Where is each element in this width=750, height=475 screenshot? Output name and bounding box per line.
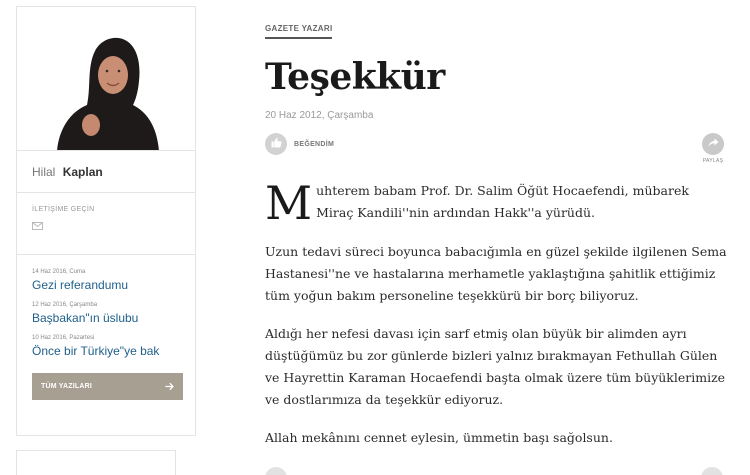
contact-label: İLETİŞİME GEÇİN bbox=[32, 206, 95, 213]
article-date: 12 Haz 2016, Çarşamba bbox=[32, 302, 98, 308]
like-row bbox=[265, 133, 334, 155]
mail-icon[interactable] bbox=[32, 222, 43, 230]
article-link[interactable]: Önce bir Türkiye"ye bak bbox=[32, 344, 160, 358]
share-label: PAYLAŞ bbox=[702, 158, 724, 164]
share-control bbox=[701, 133, 725, 164]
article-date: 10 Haz 2016, Pazartesi bbox=[32, 335, 95, 341]
paragraph: Uzun tedavi süreci boyunca babacığımla en güzel şekilde ilgilenen Sema Hastanesi''ne ve hastalarına merhametle yaklaştığına şahitlik ettiğimiz tüm yoğun bakım personeline teşekkürü bir borç biliyoruz. bbox=[265, 244, 727, 303]
paragraph: Aldığı her nefesi davası için sarf etmiş olan büyük bir alimden ayrı düştüğümüz bu zor günlerde bizleri yalnız bırakmayan Fethullah Gülen ve Hayrettin Karaman Hocaefendi başta olmak üzere tüm büyüklerimize ve dostlarımıza da teşekkür ediyoruz. bbox=[265, 326, 726, 407]
all-posts-button[interactable] bbox=[32, 373, 183, 400]
paragraph bbox=[265, 176, 727, 230]
share-button-bottom[interactable] bbox=[701, 467, 723, 475]
like-button-bottom[interactable] bbox=[265, 467, 287, 475]
category-label[interactable]: GAZETE YAZARI bbox=[265, 24, 332, 39]
author-photo[interactable] bbox=[17, 7, 195, 151]
list-item bbox=[32, 335, 180, 358]
all-posts-label: TÜM YAZILARI bbox=[41, 383, 93, 390]
dropcap: M bbox=[265, 176, 313, 230]
article-link[interactable]: Gezi referandumu bbox=[32, 278, 129, 292]
contact-section bbox=[17, 193, 195, 255]
arrow-right-icon bbox=[165, 382, 174, 391]
share-button[interactable] bbox=[702, 133, 724, 155]
like-button[interactable] bbox=[265, 133, 287, 155]
article-title: Teşekkür bbox=[265, 56, 445, 98]
author-portrait bbox=[17, 7, 195, 151]
recent-articles bbox=[17, 255, 195, 400]
paragraph-text: uhterem babam Prof. Dr. Salim Öğüt Hocaefendi, mübarek Miraç Kandili''nin ardından Hakk''a yürüdü. bbox=[316, 183, 689, 220]
paragraph: Allah mekânını cennet eylesin, ümmetin başı sağolsun. bbox=[265, 430, 613, 445]
list-item bbox=[32, 269, 180, 292]
article-link[interactable]: Başbakan"ın üslubu bbox=[32, 311, 139, 325]
author-last-name: Kaplan bbox=[62, 165, 103, 179]
list-item bbox=[32, 302, 180, 325]
article-body bbox=[265, 176, 727, 465]
author-sidebar bbox=[16, 6, 196, 436]
author-name[interactable] bbox=[17, 151, 195, 193]
thumbs-up-icon bbox=[271, 135, 282, 153]
sidebar-widget bbox=[16, 450, 176, 475]
like-label[interactable]: BEĞENDİM bbox=[294, 140, 335, 148]
article-date: 14 Haz 2016, Cuma bbox=[32, 269, 86, 275]
share-arrow-icon bbox=[708, 135, 719, 153]
author-first-name: Hilal bbox=[32, 165, 56, 179]
article-date: 20 Haz 2012, Çarşamba bbox=[265, 110, 374, 121]
